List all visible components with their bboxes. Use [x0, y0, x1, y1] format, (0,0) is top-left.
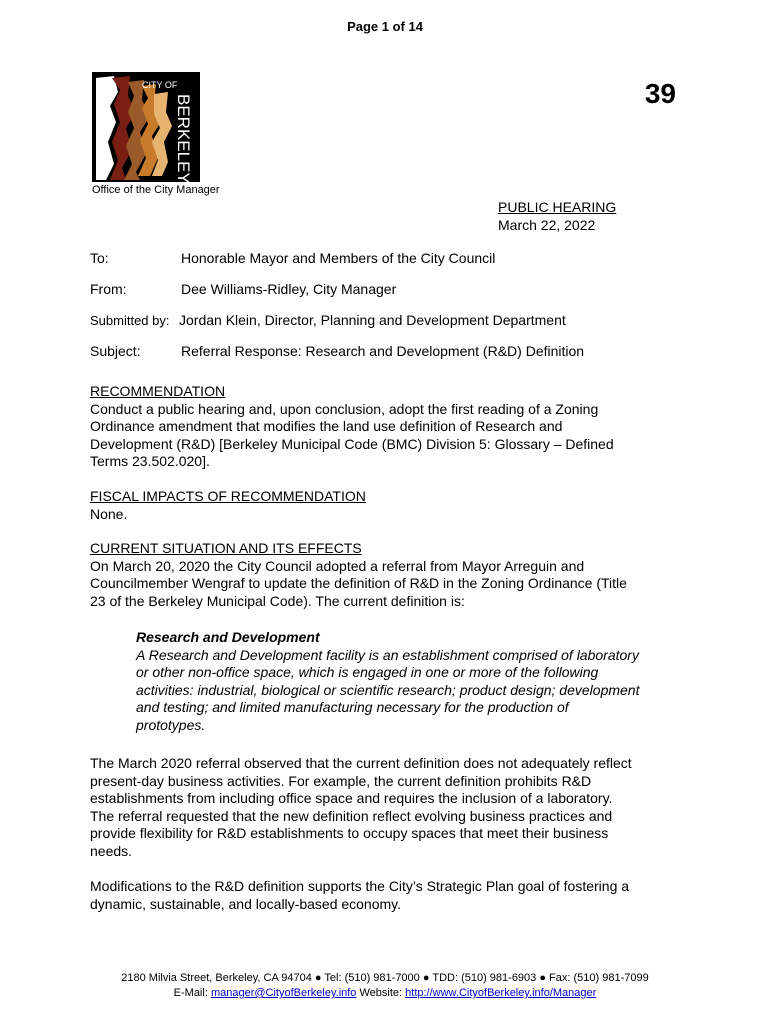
current-situation-line: Councilmember Wengraf to update the definition of R&D in the Zoning Ordinance (Title — [90, 575, 627, 591]
recommendation-line: Conduct a public hearing and, upon conclusion, adopt the first reading of a Zoning — [90, 400, 599, 417]
rd-definition-line: and testing; and limited manufacturing necessary for the production of — [136, 699, 569, 715]
referral-line: needs. — [90, 842, 133, 859]
subject-label: Subject: — [90, 343, 141, 359]
submitted-by-label: Submitted by: — [90, 313, 170, 328]
recommendation-line: Development (R&D) [Berkeley Municipal Code (BMC) Division 5: Glossary – Defined — [90, 435, 614, 452]
strategic-plan-line: Modifications to the R&D definition supports the City’s Strategic Plan goal of fostering a — [90, 878, 630, 894]
current-situation-section — [90, 540, 690, 610]
current-situation-line: 23 of the Berkeley Municipal Code). The current definition is: — [90, 592, 465, 609]
footer-contact — [0, 986, 770, 1001]
recommendation-line: Ordinance amendment that modifies the land use definition of Research and — [90, 418, 563, 434]
strategic-plan-paragraph — [90, 878, 690, 913]
rd-definition-quote — [136, 629, 696, 734]
city-logo — [92, 72, 200, 182]
recommendation-section — [90, 383, 690, 471]
referral-line: The referral requested that the new definition reflect evolving business practices and — [90, 807, 613, 824]
footer-email-label: E-Mail: — [173, 987, 208, 999]
berkeley-logo-graphic — [92, 72, 200, 182]
fiscal-heading: FISCAL IMPACTS OF RECOMMENDATION — [90, 488, 366, 504]
footer-email-link[interactable]: manager@CityofBerkeley.info — [210, 987, 357, 999]
rd-definition-line: prototypes. — [136, 716, 206, 733]
strategic-plan-line: dynamic, sustainable, and locally-based economy. — [90, 895, 402, 912]
subject-value: Referral Response: Research and Development (R&D) Definition — [181, 343, 585, 359]
footer-address: 2180 Milvia Street, Berkeley, CA 94704 ● Tel: (510) 981-7000 ● TDD: (510) 981-6903 ● Fax: (510) 981-7099 — [121, 972, 649, 984]
referral-line: provide flexibility for R&D establishments to occupy spaces that meet their business — [90, 825, 609, 841]
current-situation-line: On March 20, 2020 the City Council adopted a referral from Mayor Arreguin and — [90, 557, 585, 574]
recommendation-heading: RECOMMENDATION — [90, 383, 226, 399]
to-value: Honorable Mayor and Members of the City Council — [181, 250, 496, 266]
rd-definition-line: A Research and Development facility is an establishment comprised of laboratory — [136, 646, 639, 663]
office-name: Office of the City Manager — [92, 184, 220, 196]
recommendation-line: Terms 23.502.020]. — [90, 453, 210, 469]
current-situation-heading: CURRENT SITUATION AND ITS EFFECTS — [90, 540, 362, 556]
rd-definition-line: or other non-office space, which is engaged in one or more of the following — [136, 664, 599, 680]
logo-city-of-text: CITY OF — [142, 80, 178, 90]
agenda-item-number: 39 — [644, 78, 676, 109]
hearing-type: PUBLIC HEARING — [498, 199, 617, 215]
from-label: From: — [90, 281, 127, 297]
page-footer — [0, 971, 770, 1001]
referral-line: The March 2020 referral observed that the current definition does not adequately reflect — [90, 755, 632, 771]
fiscal-line: None. — [90, 505, 128, 522]
fiscal-section — [90, 488, 690, 523]
referral-line: establishments from including office space and requires the inclusion of a laboratory. — [90, 790, 613, 806]
rd-definition-title: Research and Development — [136, 629, 320, 645]
logo-berkeley-text: BERKELEY — [174, 94, 193, 182]
rd-definition-line: activities: industrial, biological or scientific research; product design; development — [136, 681, 640, 698]
from-value: Dee Williams-Ridley, City Manager — [181, 281, 397, 297]
page-number: Page 1 of 14 — [347, 19, 423, 34]
referral-paragraph — [90, 755, 690, 860]
hearing-date: March 22, 2022 — [498, 217, 596, 233]
footer-website-link[interactable]: http://www.CityofBerkeley.info/Manager — [405, 987, 597, 999]
submitted-by-value: Jordan Klein, Director, Planning and Development Department — [179, 312, 566, 328]
referral-line: present-day business activities. For example, the current definition prohibits R&D — [90, 772, 592, 789]
to-label: To: — [90, 250, 109, 266]
footer-website-label: Website: — [359, 987, 403, 999]
